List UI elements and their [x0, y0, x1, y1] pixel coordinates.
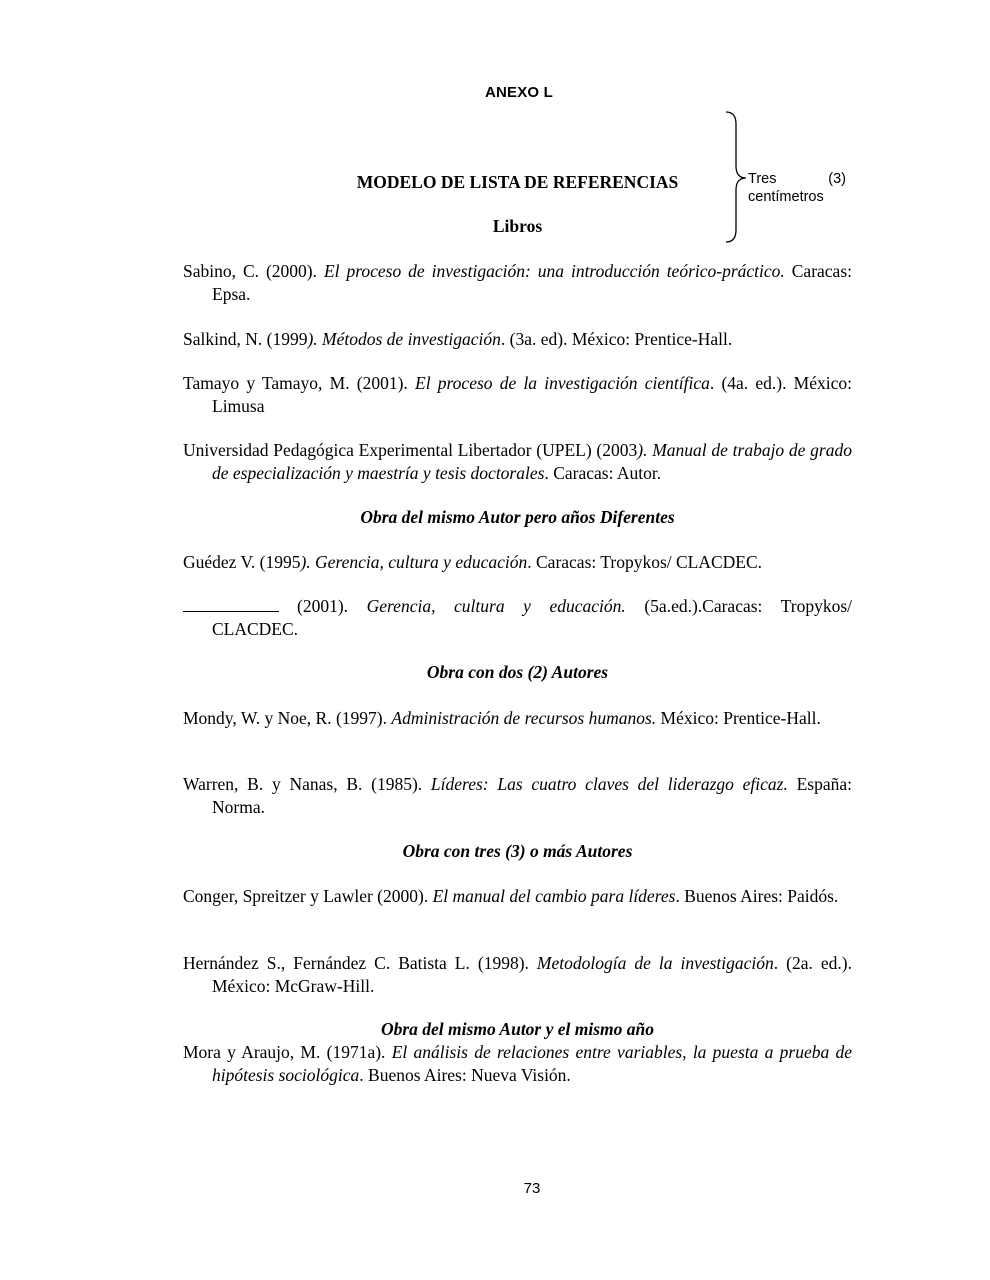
- section-heading-same-author-same-year: Obra del mismo Autor y el mismo año: [380, 1019, 655, 1039]
- reference-hernandez: Hernández S., Fernández C. Batista L. (1998). Metodología de la investigación. (2a. ed.). México: McGraw-Hill.: [183, 953, 852, 996]
- reference-mora: Mora y Araujo, M. (1971a). El análisis de relaciones entre variables, la puesta a prueba de hipótesis sociológica. Buenos Aires: Nueva Visión.: [183, 1042, 852, 1085]
- reference-sabino: Sabino, C. (2000). El proceso de investigación: una introducción teórico-práctico. Caracas: Epsa.: [183, 261, 852, 304]
- annex-title: ANEXO L: [484, 84, 554, 101]
- reference-salkind: Salkind, N. (1999). Métodos de investigación. (3a. ed). México: Prentice-Hall.: [183, 329, 733, 349]
- reference-warren: Warren, B. y Nanas, B. (1985). Líderes: Las cuatro claves del liderazgo eficaz. España: Norma.: [183, 774, 852, 817]
- reference-guedez-2001: (2001). Gerencia, cultura y educación. (5a.ed.).Caracas: Tropykos/ CLACDEC.: [183, 595, 852, 640]
- page-number: 73: [523, 1180, 541, 1197]
- reference-conger: Conger, Spreitzer y Lawler (2000). El manual del cambio para líderes. Buenos Aires: Paidós.: [183, 886, 839, 906]
- reference-guedez-1995: Guédez V. (1995). Gerencia, cultura y educación. Caracas: Tropykos/ CLACDEC.: [183, 552, 763, 572]
- author-repeat-line: [183, 597, 279, 612]
- margin-note-number: (3): [828, 171, 846, 187]
- margin-note-word: Tres: [748, 171, 777, 187]
- subtitle-books: Libros: [492, 216, 543, 236]
- reference-upel: Universidad Pedagógica Experimental Libertador (UPEL) (2003). Manual de trabajo de grado de especialización y maestría y tesis doctorales. Caracas: Autor.: [183, 440, 852, 483]
- reference-tamayo: Tamayo y Tamayo, M. (2001). El proceso de la investigación científica. (4a. ed.). México: Limusa: [183, 373, 852, 416]
- curly-brace-icon: [722, 110, 748, 244]
- section-heading-same-author-different-years: Obra del mismo Autor pero años Diferentes: [360, 507, 675, 527]
- margin-note: [748, 170, 846, 206]
- section-heading-two-authors: Obra con dos (2) Autores: [426, 662, 609, 682]
- section-heading-three-authors: Obra con tres (3) o más Autores: [402, 841, 633, 861]
- main-title: MODELO DE LISTA DE REFERENCIAS: [356, 172, 679, 192]
- reference-mondy: Mondy, W. y Noe, R. (1997). Administración de recursos humanos. México: Prentice-Hall.: [183, 708, 821, 728]
- margin-note-unit: centímetros: [748, 189, 824, 205]
